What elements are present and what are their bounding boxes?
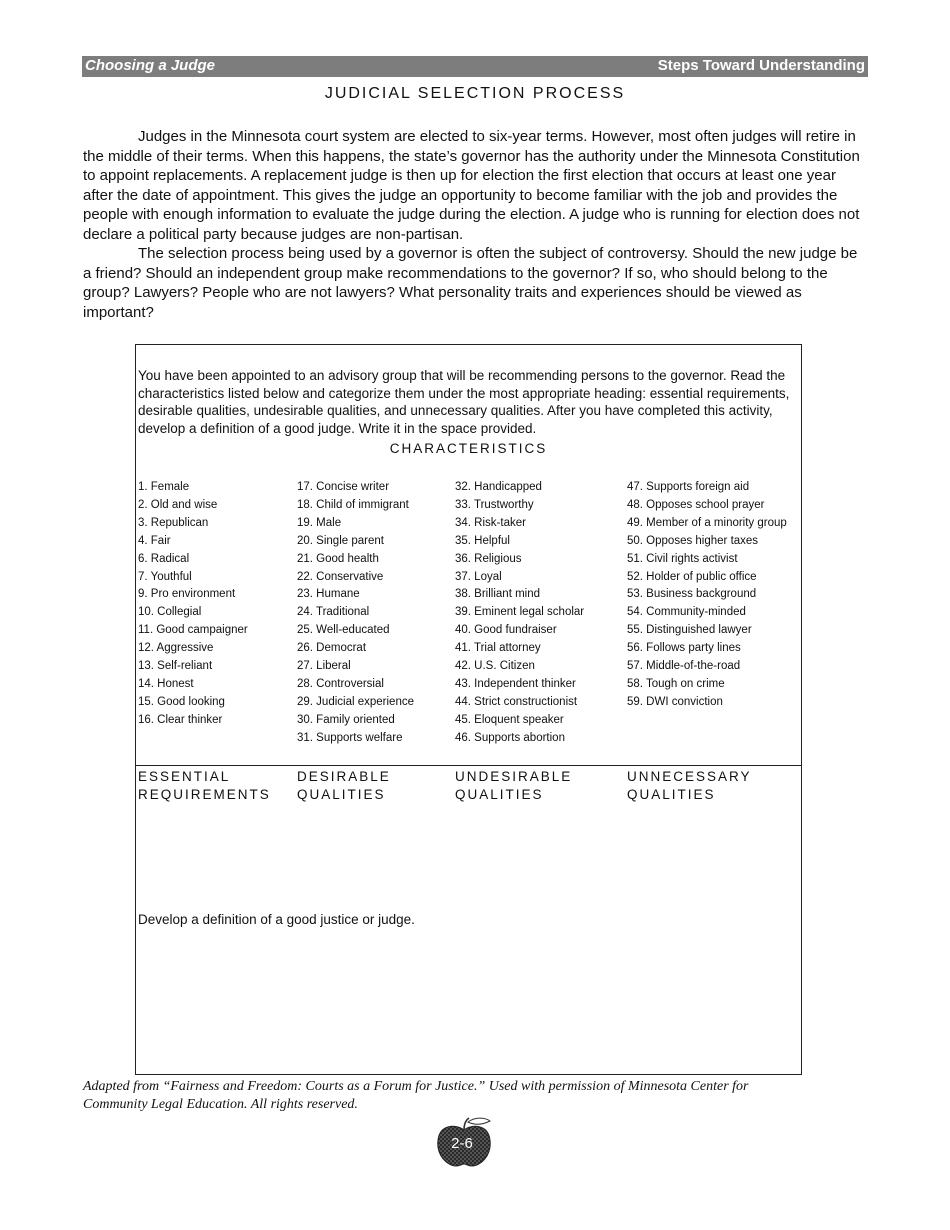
characteristic-item: 17. Concise writer: [297, 481, 390, 493]
header-left-title: Choosing a Judge: [85, 57, 216, 74]
characteristic-item: 20. Single parent: [297, 534, 384, 547]
characteristics-column-1: [138, 479, 248, 730]
characteristic-item: 37. Loyal: [455, 570, 502, 583]
characteristic-item: 23. Humane: [297, 588, 360, 601]
characteristic-item: 39. Eminent legal scholar: [455, 606, 585, 619]
characteristic-item: 42. U.S. Citizen: [455, 660, 535, 673]
characteristic-item: 19. Male: [297, 516, 342, 529]
category-undesirable-qualities: [455, 768, 595, 804]
header-right-title: Steps Toward Understanding: [657, 57, 865, 74]
characteristic-item: 46. Supports abortion: [455, 731, 565, 744]
characteristic-item: 9. Pro environment: [138, 588, 236, 601]
category-heading-line-1: UNDESIRABLE: [455, 769, 573, 784]
characteristics-column-2: [297, 479, 414, 748]
characteristic-item: 25. Well-educated: [297, 624, 390, 637]
characteristic-item: 28. Controversial: [297, 677, 384, 690]
characteristic-item: 15. Good looking: [138, 695, 225, 708]
characteristic-item: 56. Follows party lines: [627, 642, 741, 655]
characteristic-item: 6. Radical: [138, 552, 190, 565]
category-unnecessary-qualities: [627, 768, 767, 804]
characteristic-item: 27. Liberal: [297, 660, 351, 673]
category-heading-line-2: QUALITIES: [297, 787, 386, 802]
characteristic-item: 55. Distinguished lawyer: [627, 624, 752, 637]
header-bar: [82, 56, 868, 77]
activity-instructions: You have been appointed to an advisory group that will be recommending persons to the governor. Read the characteristics listed below and categorize them under the most appropriate heading: essential requirements, desirable qualities, undesirable qualities, and unnecessary qualities. After you have completed this activity, develop a definition of a good judge. Write it in the space provided.: [138, 368, 790, 436]
characteristic-item: 4. Fair: [138, 534, 171, 547]
intro-paragraph-2: The selection process being used by a governor is often the subject of controversy. Should the new judge be a friend? Should an independent group make recommendations to the governor? If so, who should belong to the group? Lawyers? People who are not lawyers? What personality traits and experiences should be viewed as important?: [83, 245, 858, 321]
credit-note: [83, 1078, 869, 1114]
characteristic-item: 54. Community-minded: [627, 606, 746, 619]
characteristic-item: 29. Judicial experience: [297, 695, 414, 708]
characteristic-item: 58. Tough on crime: [627, 677, 725, 690]
characteristic-item: 11. Good campaigner: [138, 624, 248, 637]
characteristics-column-4: [627, 479, 787, 712]
characteristic-item: 34. Risk-taker: [455, 516, 526, 529]
characteristic-item: 53. Business background: [627, 588, 757, 601]
characteristic-item: 45. Eloquent speaker: [455, 713, 564, 726]
characteristic-item: 57. Middle-of-the-road: [627, 660, 741, 673]
credit-line-1: Adapted from “Fairness and Freedom: Courts as a Forum for Justice.” Used with permission of Minnesota Center for: [83, 1079, 749, 1094]
activity-box: [135, 344, 802, 1075]
characteristic-item: 49. Member of a minority group: [627, 516, 787, 529]
characteristic-item: 43. Independent thinker: [455, 677, 576, 690]
characteristic-item: 24. Traditional: [297, 606, 370, 619]
characteristic-item: 41. Trial attorney: [455, 642, 541, 655]
characteristic-item: 33. Trustworthy: [455, 498, 534, 511]
characteristic-item: 51. Civil rights activist: [627, 552, 738, 565]
category-essential-requirements: [138, 768, 278, 804]
intro-paragraph-1: Judges in the Minnesota court system are elected to six-year terms. However, most often judges will retire in the middle of their terms. When this happens, the state’s governor has the authority under the Minnesota Constitution to appoint replacements. A replacement judge is then up for election the first election that occurs at least one year after the date of appointment. This gives the judge an opportunity to become familiar with the job and provides the people with enough information to evaluate the judge during the election. A judge who is running for election does not declare a political party because judges are non-partisan.: [83, 128, 860, 243]
characteristic-item: 40. Good fundraiser: [455, 624, 557, 637]
characteristic-item: 16. Clear thinker: [138, 713, 223, 726]
characteristic-item: 12. Aggressive: [138, 642, 214, 655]
characteristic-item: 1. Female: [138, 481, 190, 493]
characteristic-item: 52. Holder of public office: [627, 570, 757, 583]
characteristic-item: 38. Brilliant mind: [455, 588, 541, 601]
characteristic-item: 21. Good health: [297, 552, 379, 565]
characteristic-item: 44. Strict constructionist: [455, 695, 578, 708]
page-number: 2-6: [451, 1135, 473, 1152]
characteristic-item: 31. Supports welfare: [297, 731, 403, 744]
category-heading-line-2: REQUIREMENTS: [138, 787, 271, 802]
category-heading-line-1: DESIRABLE: [297, 769, 391, 784]
definition-prompt: Develop a definition of a good justice or judge.: [138, 912, 415, 927]
characteristic-item: 36. Religious: [455, 552, 522, 565]
page-title: JUDICIAL SELECTION PROCESS: [324, 85, 626, 102]
characteristic-item: 47. Supports foreign aid: [627, 481, 750, 493]
category-heading-line-2: QUALITIES: [455, 787, 544, 802]
characteristic-item: 35. Helpful: [455, 534, 510, 547]
characteristics-column-3: [455, 479, 584, 748]
characteristic-item: 50. Opposes higher taxes: [627, 534, 759, 547]
category-divider: [136, 765, 801, 766]
credit-line-2: Community Legal Education. All rights reserved.: [83, 1097, 358, 1112]
characteristic-item: 7. Youthful: [138, 570, 192, 583]
characteristic-item: 2. Old and wise: [138, 498, 218, 511]
characteristic-item: 13. Self-reliant: [138, 660, 213, 673]
characteristic-item: 26. Democrat: [297, 642, 367, 655]
characteristic-item: 10. Collegial: [138, 606, 202, 619]
characteristic-item: 22. Conservative: [297, 570, 384, 583]
characteristic-item: 32. Handicapped: [455, 481, 542, 493]
characteristic-item: 3. Republican: [138, 516, 209, 529]
intro-text: [83, 127, 869, 322]
characteristic-item: 14. Honest: [138, 677, 194, 690]
category-heading-line-1: ESSENTIAL: [138, 769, 231, 784]
category-heading-line-2: QUALITIES: [627, 787, 716, 802]
characteristic-item: 30. Family oriented: [297, 713, 395, 726]
category-heading-line-1: UNNECESSARY: [627, 769, 752, 784]
characteristic-item: 59. DWI conviction: [627, 695, 723, 708]
category-desirable-qualities: [297, 768, 437, 804]
characteristic-item: 48. Opposes school prayer: [627, 498, 765, 511]
characteristics-heading: CHARACTERISTICS: [389, 441, 548, 456]
characteristic-item: 18. Child of immigrant: [297, 498, 409, 511]
